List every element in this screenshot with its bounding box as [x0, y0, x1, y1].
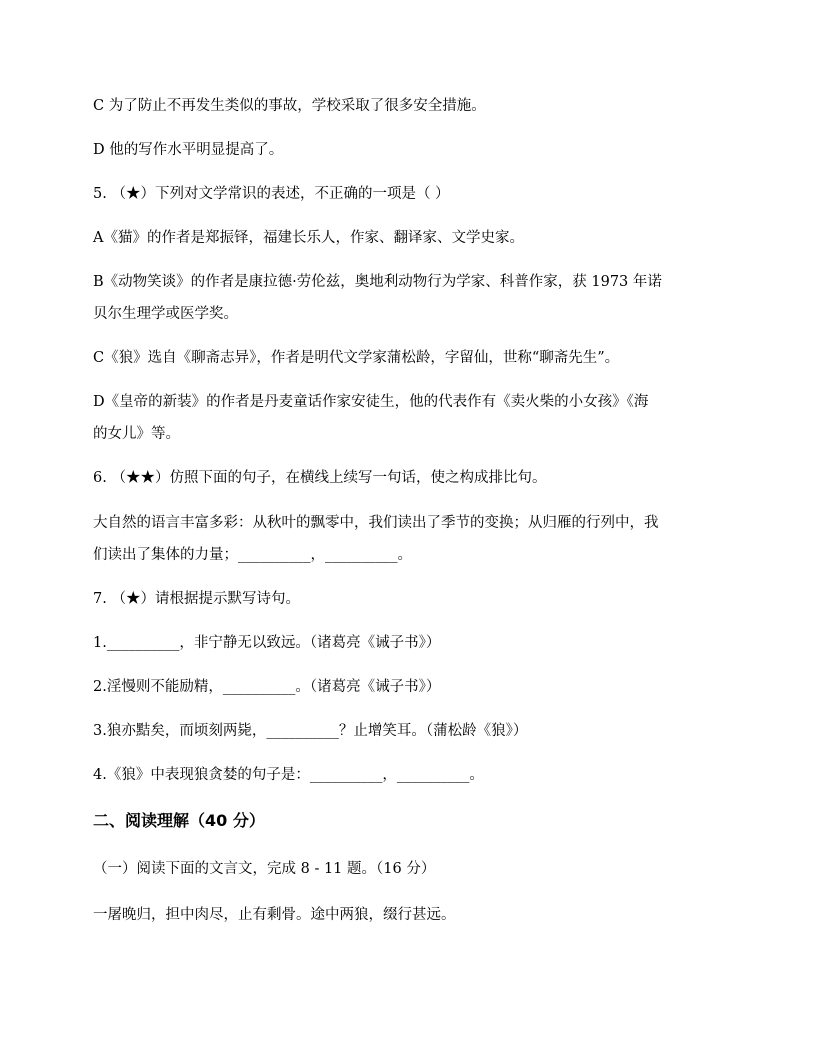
- question-7-item-4: 4.《狼》中表现狼贪婪的句子是：__________，__________。: [93, 767, 484, 783]
- question-7-item-1: 1.__________，非宁静无以致远。（诸葛亮《诫子书》）: [93, 635, 441, 651]
- question-7-item-3: 3.狼亦黠矣，而顷刻两毙，__________？止增笑耳。（蒲松龄《狼》）: [93, 723, 528, 739]
- option-b-q5-line2: 贝尔生理学或医学奖。: [93, 306, 238, 322]
- option-d-q5-line1: D《皇帝的新装》的作者是丹麦童话作家安徒生，他的代表作有《卖火柴的小女孩》《海: [93, 394, 649, 410]
- option-c-q4: C 为了防止不再发生类似的事故，学校采取了很多安全措施。: [93, 98, 486, 114]
- question-6-text-line2: 们读出了集体的力量；__________，__________。: [93, 547, 412, 563]
- question-6-text-line1: 大自然的语言丰富多彩：从秋叶的飘零中，我们读出了季节的变换；从归雁的行列中，我: [93, 515, 659, 531]
- option-c-q5: C《狼》选自《聊斋志异》，作者是明代文学家蒲松龄，字留仙，世称“聊斋先生”。: [93, 350, 620, 366]
- question-7: 7. （★）请根据提示默写诗句。: [93, 591, 300, 607]
- option-a-q5: A《猫》的作者是郑振铎，福建长乐人，作家、翻译家、文学史家。: [93, 230, 524, 246]
- option-b-q5-line1: B《动物笑谈》的作者是康拉德·劳伦兹，奥地利动物行为学家、科普作家，获 1973 年诺: [93, 274, 662, 290]
- question-6: 6. （★★）仿照下面的句子，在横线上续写一句话，使之构成排比句。: [93, 470, 547, 486]
- question-7-item-2: 2.淫慢则不能励精，__________。（诸葛亮《诫子书》）: [93, 679, 441, 695]
- question-5: 5. （★）下列对文学常识的表述，不正确的一项是（ ）: [93, 186, 450, 202]
- section-heading-reading: 二、阅读理解（40 分）: [93, 811, 265, 830]
- option-d-q5-line2: 的女儿》等。: [93, 426, 180, 442]
- option-d-q4: D 他的写作水平明显提高了。: [93, 142, 284, 158]
- classical-text-line1: 一屠晚归，担中肉尽，止有剩骨。途中两狼，缀行甚远。: [93, 907, 456, 923]
- reading-part-1-instruction: （一）阅读下面的文言文，完成 8 - 11 题。（16 分）: [93, 861, 436, 877]
